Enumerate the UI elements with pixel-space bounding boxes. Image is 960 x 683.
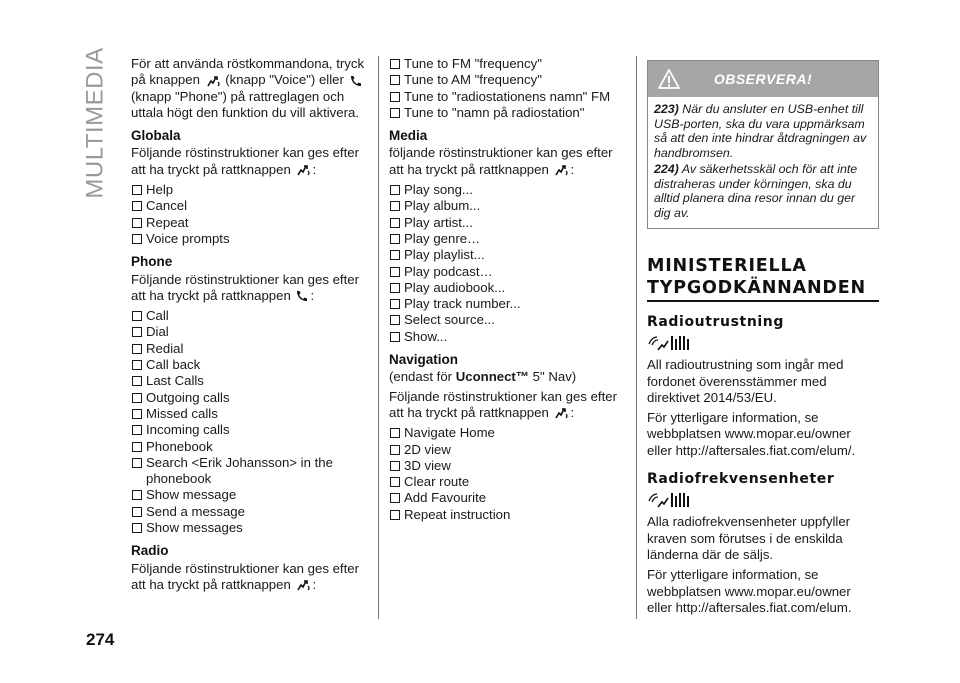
- list-item: Phonebook: [131, 439, 367, 455]
- radioutrustning-paragraph: All radioutrustning som ingår med fordonet överensstämmer med direktivet 2014/53/EU.: [647, 357, 844, 405]
- intro-paragraph: För att använda röstkommandona, tryck på knappen (knapp "Voice") eller (knapp "Phone") på rattreglagen och uttala högt den funktion du vill aktivera.: [131, 56, 365, 120]
- list-item: Show...: [389, 329, 625, 345]
- list-item: Call: [131, 308, 367, 324]
- voice-button-icon: [295, 578, 311, 592]
- heading-radiofrekvensenheter: Radiofrekvensenheter: [647, 471, 835, 488]
- main-heading: MINISTERIELLA TYPGODKÄNNANDEN: [647, 255, 879, 302]
- media-list: [389, 182, 625, 345]
- heading-phone: Phone: [131, 254, 173, 270]
- phone-button-icon: [295, 289, 309, 303]
- radio-lead: Följande röstinstruktioner kan ges efter att ha tryckt på rattknappen :: [131, 560, 359, 592]
- list-item: Add Favourite: [389, 490, 625, 506]
- radio-list: [389, 56, 625, 121]
- list-item: Select source...: [389, 312, 625, 328]
- warning-triangle-icon: [658, 69, 680, 89]
- list-item: Cancel: [131, 198, 367, 214]
- list-item: Incoming calls: [131, 422, 367, 438]
- list-item: Play song...: [389, 182, 625, 198]
- voice-button-icon: [553, 406, 569, 420]
- note-body: [648, 97, 878, 228]
- radio-equipment-icon: [647, 491, 879, 509]
- note-title: OBSERVERA!: [713, 70, 813, 87]
- list-item: Tune to AM "frequency": [389, 72, 625, 88]
- phone-button-icon: [349, 74, 363, 88]
- navigation-list: [389, 425, 625, 523]
- list-item: Play genre…: [389, 231, 625, 247]
- column-1: [131, 56, 367, 597]
- voice-button-icon: [205, 74, 221, 88]
- globala-lead: Följande röstinstruktioner kan ges efter att ha tryckt på rattknappen :: [131, 145, 359, 177]
- section-title: MULTIMEDIA: [82, 47, 110, 199]
- list-item: Show message: [131, 487, 367, 503]
- list-item: Play podcast…: [389, 264, 625, 280]
- list-item: Tune to FM "frequency": [389, 56, 625, 72]
- column-divider: [636, 56, 637, 619]
- list-item: Tune to "namn på radiostation": [389, 105, 625, 121]
- heading-radio: Radio: [131, 543, 169, 559]
- list-item: Dial: [131, 324, 367, 340]
- heading-globala: Globala: [131, 128, 181, 144]
- radioutrustning-paragraph: För ytterligare information, se webbplatsen www.mopar.eu/owner eller http://aftersales.fiat.com/elum/.: [647, 410, 856, 458]
- list-item: Help: [131, 182, 367, 198]
- list-item: Last Calls: [131, 373, 367, 389]
- heading-radioutrustning: Radioutrustning: [647, 314, 784, 330]
- list-item: Play artist...: [389, 215, 625, 231]
- navigation-lead: Följande röstinstruktioner kan ges efter att ha tryckt på rattknappen :: [389, 388, 617, 420]
- note-box: [647, 60, 879, 229]
- radio-equipment-icon: [647, 334, 879, 352]
- list-item: 3D view: [389, 458, 625, 474]
- note-header: [648, 61, 878, 97]
- heading-navigation: Navigation: [389, 352, 459, 368]
- list-item: Navigate Home: [389, 425, 625, 441]
- list-item: Repeat: [131, 215, 367, 231]
- globala-list: [131, 182, 367, 247]
- note-item: 223) När du ansluter en USB-enhet till USB-porten, ska du vara uppmärksam så att den inte hindrar åtdragningen av handbromsen.: [654, 102, 867, 160]
- list-item: Call back: [131, 357, 367, 373]
- voice-button-icon: [295, 163, 311, 177]
- media-lead: följande röstinstruktioner kan ges efter att ha tryckt på rattknappen :: [389, 145, 613, 177]
- list-item: Voice prompts: [131, 231, 367, 247]
- list-item: Tune to "radiostationens namn" FM: [389, 89, 625, 105]
- list-item: Show messages: [131, 520, 367, 536]
- page-number: 274: [86, 630, 115, 649]
- list-item: Play track number...: [389, 296, 625, 312]
- navigation-subtitle: (endast för Uconnect™ 5" Nav): [389, 369, 577, 385]
- list-item: Play playlist...: [389, 247, 625, 263]
- radiofrekvens-paragraph: Alla radiofrekvensenheter uppfyller kraven som förutses i de enskilda länderna där de säljs.: [647, 514, 851, 562]
- list-item: Play audiobook...: [389, 280, 625, 296]
- list-item: 2D view: [389, 442, 625, 458]
- phone-lead: Följande röstinstruktioner kan ges efter att ha tryckt på rattknappen :: [131, 271, 359, 303]
- column-divider: [378, 56, 379, 619]
- list-item: Repeat instruction: [389, 507, 625, 523]
- list-item: Missed calls: [131, 406, 367, 422]
- phone-list: [131, 308, 367, 536]
- radiofrekvens-paragraph: För ytterligare information, se webbplatsen www.mopar.eu/owner eller http://aftersales.fiat.com/elum.: [647, 567, 852, 615]
- list-item: Outgoing calls: [131, 390, 367, 406]
- list-item: Search <Erik Johansson> in the phonebook: [131, 455, 367, 488]
- note-item: 224) Av säkerhetsskäl och för att inte distraheras under körningen, ska du alltid planera dina resor innan du ger dig av.: [654, 162, 858, 220]
- list-item: Clear route: [389, 474, 625, 490]
- heading-media: Media: [389, 128, 428, 144]
- list-item: Redial: [131, 341, 367, 357]
- list-item: Play album...: [389, 198, 625, 214]
- list-item: Send a message: [131, 504, 367, 520]
- voice-button-icon: [553, 163, 569, 177]
- column-3: [647, 60, 879, 620]
- column-2: [389, 56, 625, 527]
